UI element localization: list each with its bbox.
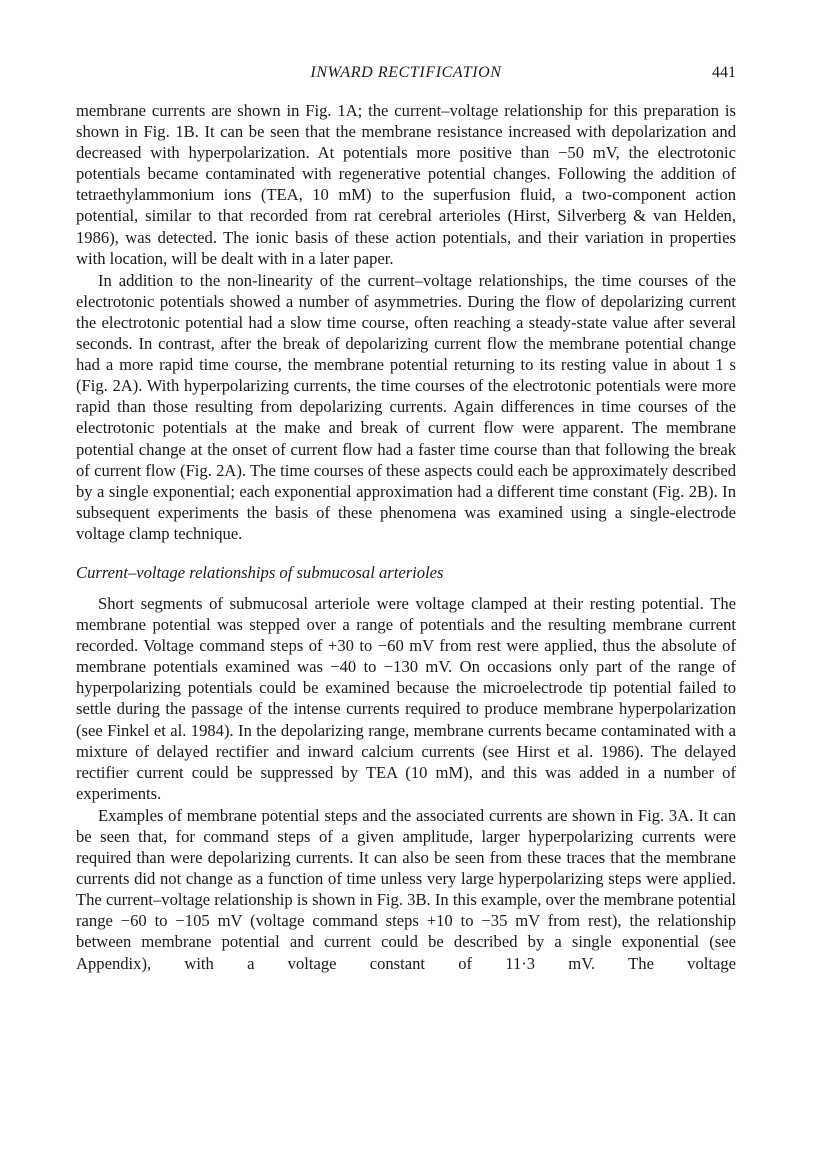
journal-page <box>76 64 736 974</box>
paragraph-1: membrane currents are shown in Fig. 1A; the current–voltage relationship for this preparation is shown in Fig. 1B. It can be seen that the membrane resistance increased with depolarization and decreased with hyperpolarization. At potentials more positive than −50 mV, the electrotonic potentials became contaminated with regenerative potential changes. Following the addition of tetraethylammonium ions (TEA, 10 mM) to the superfusion fluid, a two-component action potential, similar to that recorded from rat cerebral arterioles (Hirst, Silverberg & van Helden, 1986), was detected. The ionic basis of these action potentials, and their variation in properties with location, will be dealt with in a later paper. <box>76 101 736 268</box>
paragraph-3: Short segments of submucosal arteriole were voltage clamped at their resting potential. The membrane potential was stepped over a range of potentials and the resulting membrane current recorded. Voltage command steps of +30 to −60 mV from rest were applied, thus the absolute of membrane potentials examined was −40 to −130 mV. On occasions only part of the range of hyperpolarizing potentials could be examined because the microelectrode tip potential failed to settle during the passage of the intense currents required to produce membrane hyperpolarization (see Finkel et al. 1984). In the depolarizing range, membrane currents became contaminated with a mixture of delayed rectifier and inward calcium currents (see Hirst et al. 1986). The delayed rectifier current could be suppressed by TEA (10 mM), and this was added in a number of experiments. <box>76 593 736 803</box>
section-heading: Current–voltage relationships of submucosal arterioles <box>76 562 444 582</box>
paragraph-4: Examples of membrane potential steps and the associated currents are shown in Fig. 3A. It can be seen that, for command steps of a given amplitude, larger hyperpolarizing currents were required than were depolarizing currents. It can also be seen from these traces that the membrane currents did not change as a function of time unless very large hyperpolarizing steps were applied. The current–voltage relationship is shown in Fig. 3B. In this example, over the membrane potential range −60 to −105 mV (voltage command steps +10 to −35 mV from rest), the relationship between membrane potential and current could be described by a single exponential (see Appendix), with a voltage constant of 11·3 mV. The voltage <box>76 805 736 973</box>
paragraph-2: In addition to the non-linearity of the current–voltage relationships, the time courses of the electrotonic potentials showed a number of asymmetries. During the flow of depolarizing current the electrotonic potential had a slow time course, often reaching a steady-state value after several seconds. In contrast, after the break of depolarizing current flow the membrane potential change had a more rapid time course, the membrane potential returning to its resting value in about 1 s (Fig. 2A). With hyperpolarizing currents, the time courses of the electrotonic potentials were more rapid than those resulting from depolarizing currents. Again differences in time courses of the electrotonic potentials at the make and break of current flow were apparent. The membrane potential change at the onset of current flow had a faster time course than that following the break of current flow (Fig. 2A). The time courses of these aspects could each be approximately described by a single exponential; each exponential approximation had a different time constant (Fig. 2B). In subsequent experiments the basis of these phenomena was examined using a single-electrode voltage clamp technique. <box>76 270 736 543</box>
page-header <box>76 64 736 90</box>
page-number: 441 <box>712 64 736 81</box>
running-title: INWARD RECTIFICATION <box>310 64 502 81</box>
body-text <box>76 100 736 974</box>
